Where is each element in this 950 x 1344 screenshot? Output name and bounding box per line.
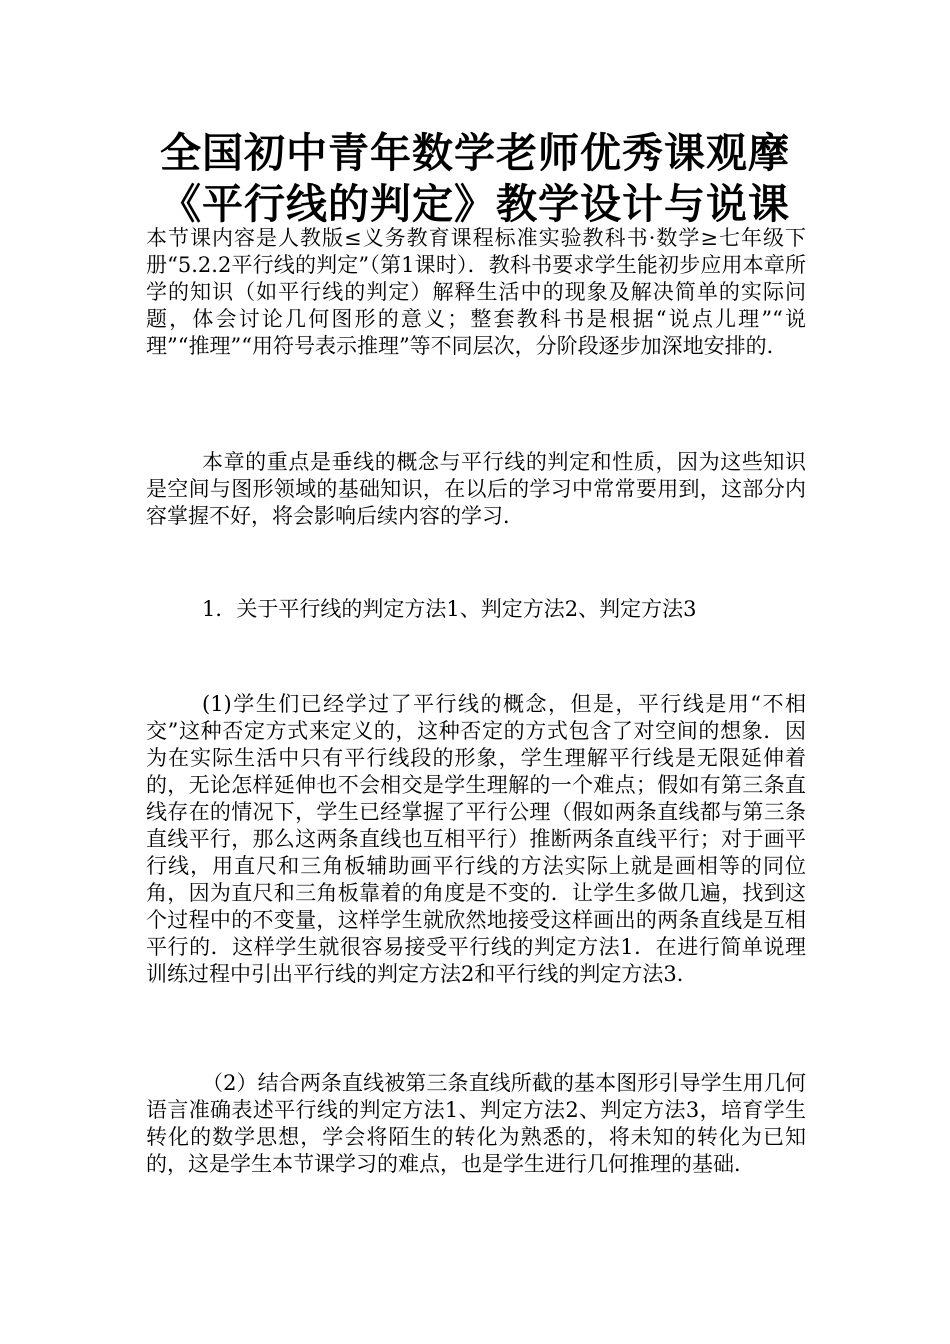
document-title: 全国初中青年数学老师优秀课观摩《平行线的判定》教学设计与说课 — [160, 129, 790, 228]
sub-item-1-paragraph: (1)学生们已经学过了平行线的概念，但是，平行线是用“不相交”这种否定方式来定义的，这种否定的方式包含了对空间的想象．因为在实际生活中只有平行线段的形象，学生理解平行线是无限延伸着的，无论怎样延伸也不会相交是学生理解的一个难点；假如有第三条直线存在的情况下，学生已经掌握了平行公理（假如两条直线都与第三条直线平行，那么这两条直线也互相平行）推断两条直线平行；对于画平行线，用直尺和三角板辅助画平行线的方法实际上就是画相等的同位角，因为直尺和三角板靠着的角度是不变的．让学生多做几遍，找到这个过程中的不变量，这样学生就欣然地接受这样画出的两条直线是互相平行的．这样学生就很容易接受平行线的判定方法1．在进行简单说理训练过程中引出平行线的判定方法2和平行线的判定方法3． — [146, 692, 806, 986]
sub-item-2-paragraph: （2）结合两条直线被第三条直线所截的基本图形引导学生用几何语言准确表述平行线的判定方法1、判定方法2、判定方法3，培育学生转化的数学思想，学会将陌生的转化为熟悉的，将未知的转化为已知的，这是学生本节课学习的难点，也是学生进行几何推理的基础． — [146, 1071, 806, 1176]
focus-paragraph: 本章的重点是垂线的概念与平行线的判定和性质，因为这些知识是空间与图形领域的基础知识，在以后的学习中常常要用到，这部分内容掌握不好，将会影响后续内容的学习． — [146, 450, 806, 528]
item-1-heading: 1．关于平行线的判定方法1、判定方法2、判定方法3 — [202, 597, 697, 621]
intro-paragraph: 本节课内容是人教版≤义务教育课程标准实验教科书·数学≥七年级下册“5.2.2平行线的判定”（第1课时）．教科书要求学生能初步应用本章所学的知识（如平行线的判定）解释生活中的现象及解决简单的实际问题，体会讨论几何图形的意义；整套教科书是根据“说点儿理”“说理”“推理”“用符号表示推理”等不同层次，分阶段逐步加深地安排的． — [146, 226, 806, 358]
